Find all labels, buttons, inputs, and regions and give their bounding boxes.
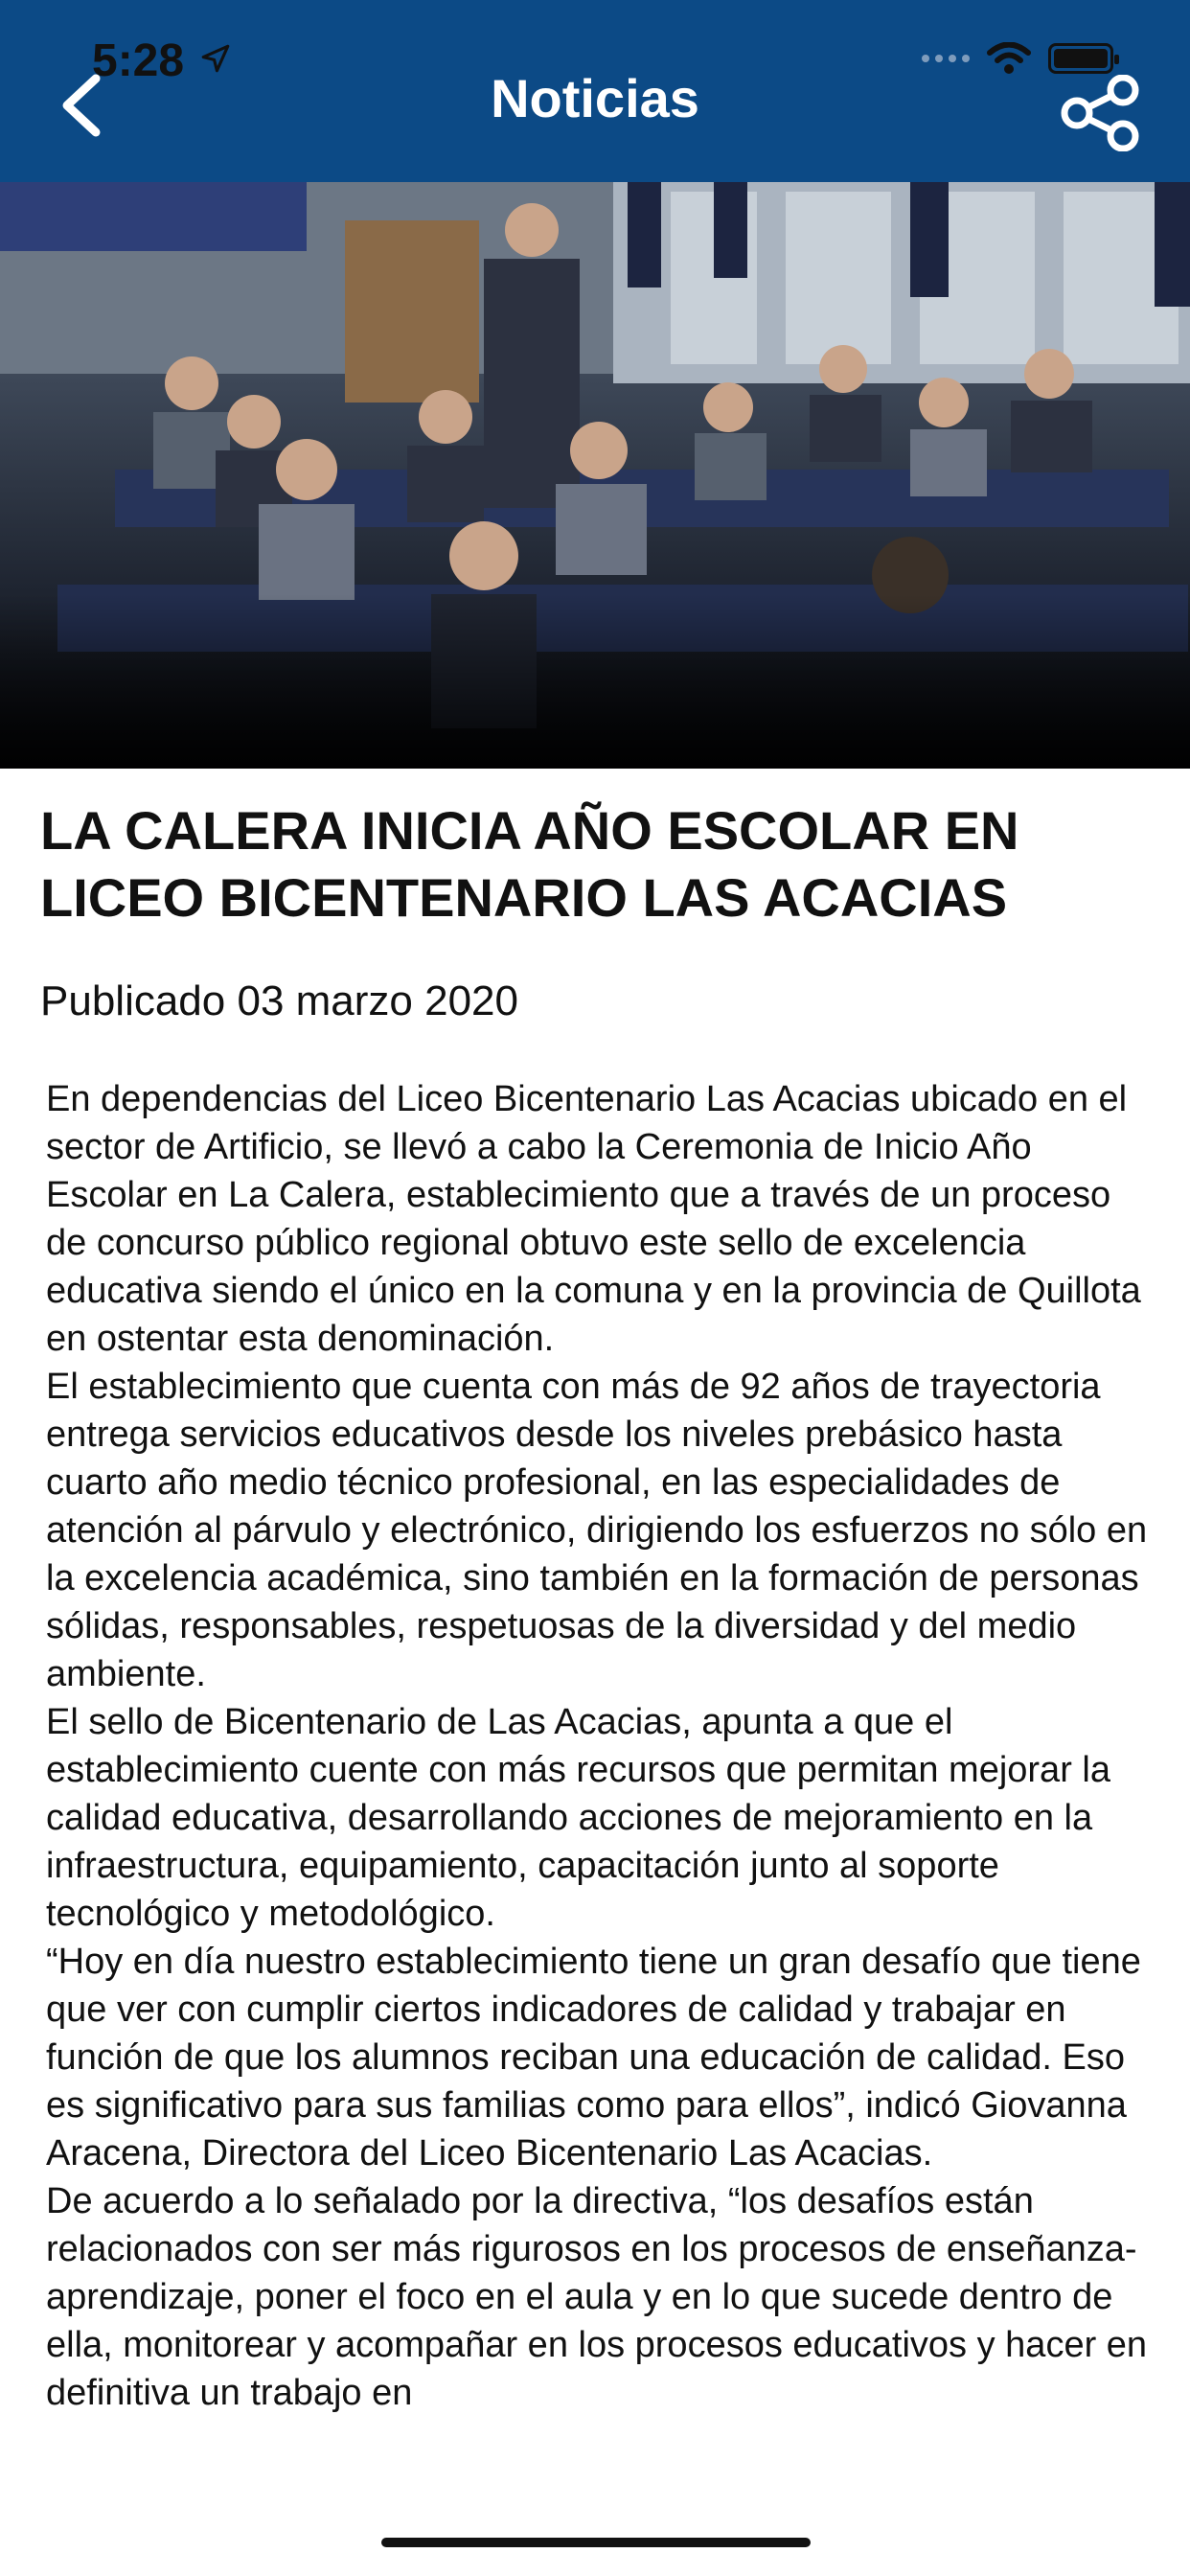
nav-header xyxy=(0,0,1190,182)
signal-icon xyxy=(922,55,970,62)
article-body: En dependencias del Liceo Bicentenario Las Acacias ubicado en el sector de Artificio, se llevó a cabo la Ceremonia de Inicio Año Escolar en La Calera, establecimiento que a través de un proceso de concurso público regional obtuvo este sello de excelencia educativa siendo el único en la comuna y en la provincia de Quillota en ostentar esta denominación. El establecimiento que cuenta con más de 92 años de trayectoria entrega servicios educativos desde los niveles prebásico hasta cuarto año medio técnico profesional, en las especialidades de atención al párvulo y electrónico, dirigiendo los esfuerzos no sólo en la excelencia académica, sino también en la formación de personas sólidas, responsables, respetuosas de la diversidad y del medio ambiente. El sello de Bicentenario de Las Acacias, apunta a que el establecimiento cuente con más recursos que permitan mejorar la calidad educativa, desarrollando acciones de mejoramiento en la infraestructura, equipamiento, capacitación junto al soporte tecnológico y metodológico. “Hoy en día nuestro establecimiento tiene un gran desafío que tiene que ver con cumplir ciertos indicadores de calidad y trabajar en función de que los alumnos reciban una educación de calidad. Eso es significativo para sus familias como para ellos”, indicó Giovanna Aracena, Directora del Liceo Bicentenario Las Acacias. De acuerdo a lo señalado por la directiva, “los desafíos están relacionados con ser más rigurosos en los procesos de enseñanza- aprendizaje, poner el foco en el aula y en lo que sucede dentro de ella, monitorear y acompañar en los procesos educativos y hacer en definitiva un trabajo en xyxy=(46,1079,1148,2413)
article-photo xyxy=(0,182,1190,769)
classroom-photo xyxy=(0,182,1190,769)
page-title: Noticias xyxy=(491,68,699,128)
publish-date: Publicado 03 marzo 2020 xyxy=(40,978,518,1024)
share-button[interactable] xyxy=(1058,75,1144,151)
status-time: 5:28 xyxy=(92,35,185,86)
article-headline: LA CALERA INICIA AÑO ESCOLAR EN LICEO BICENTENARIO LAS ACACIAS xyxy=(40,800,1019,928)
home-indicator[interactable] xyxy=(381,2538,811,2547)
article-content xyxy=(40,786,1150,2417)
